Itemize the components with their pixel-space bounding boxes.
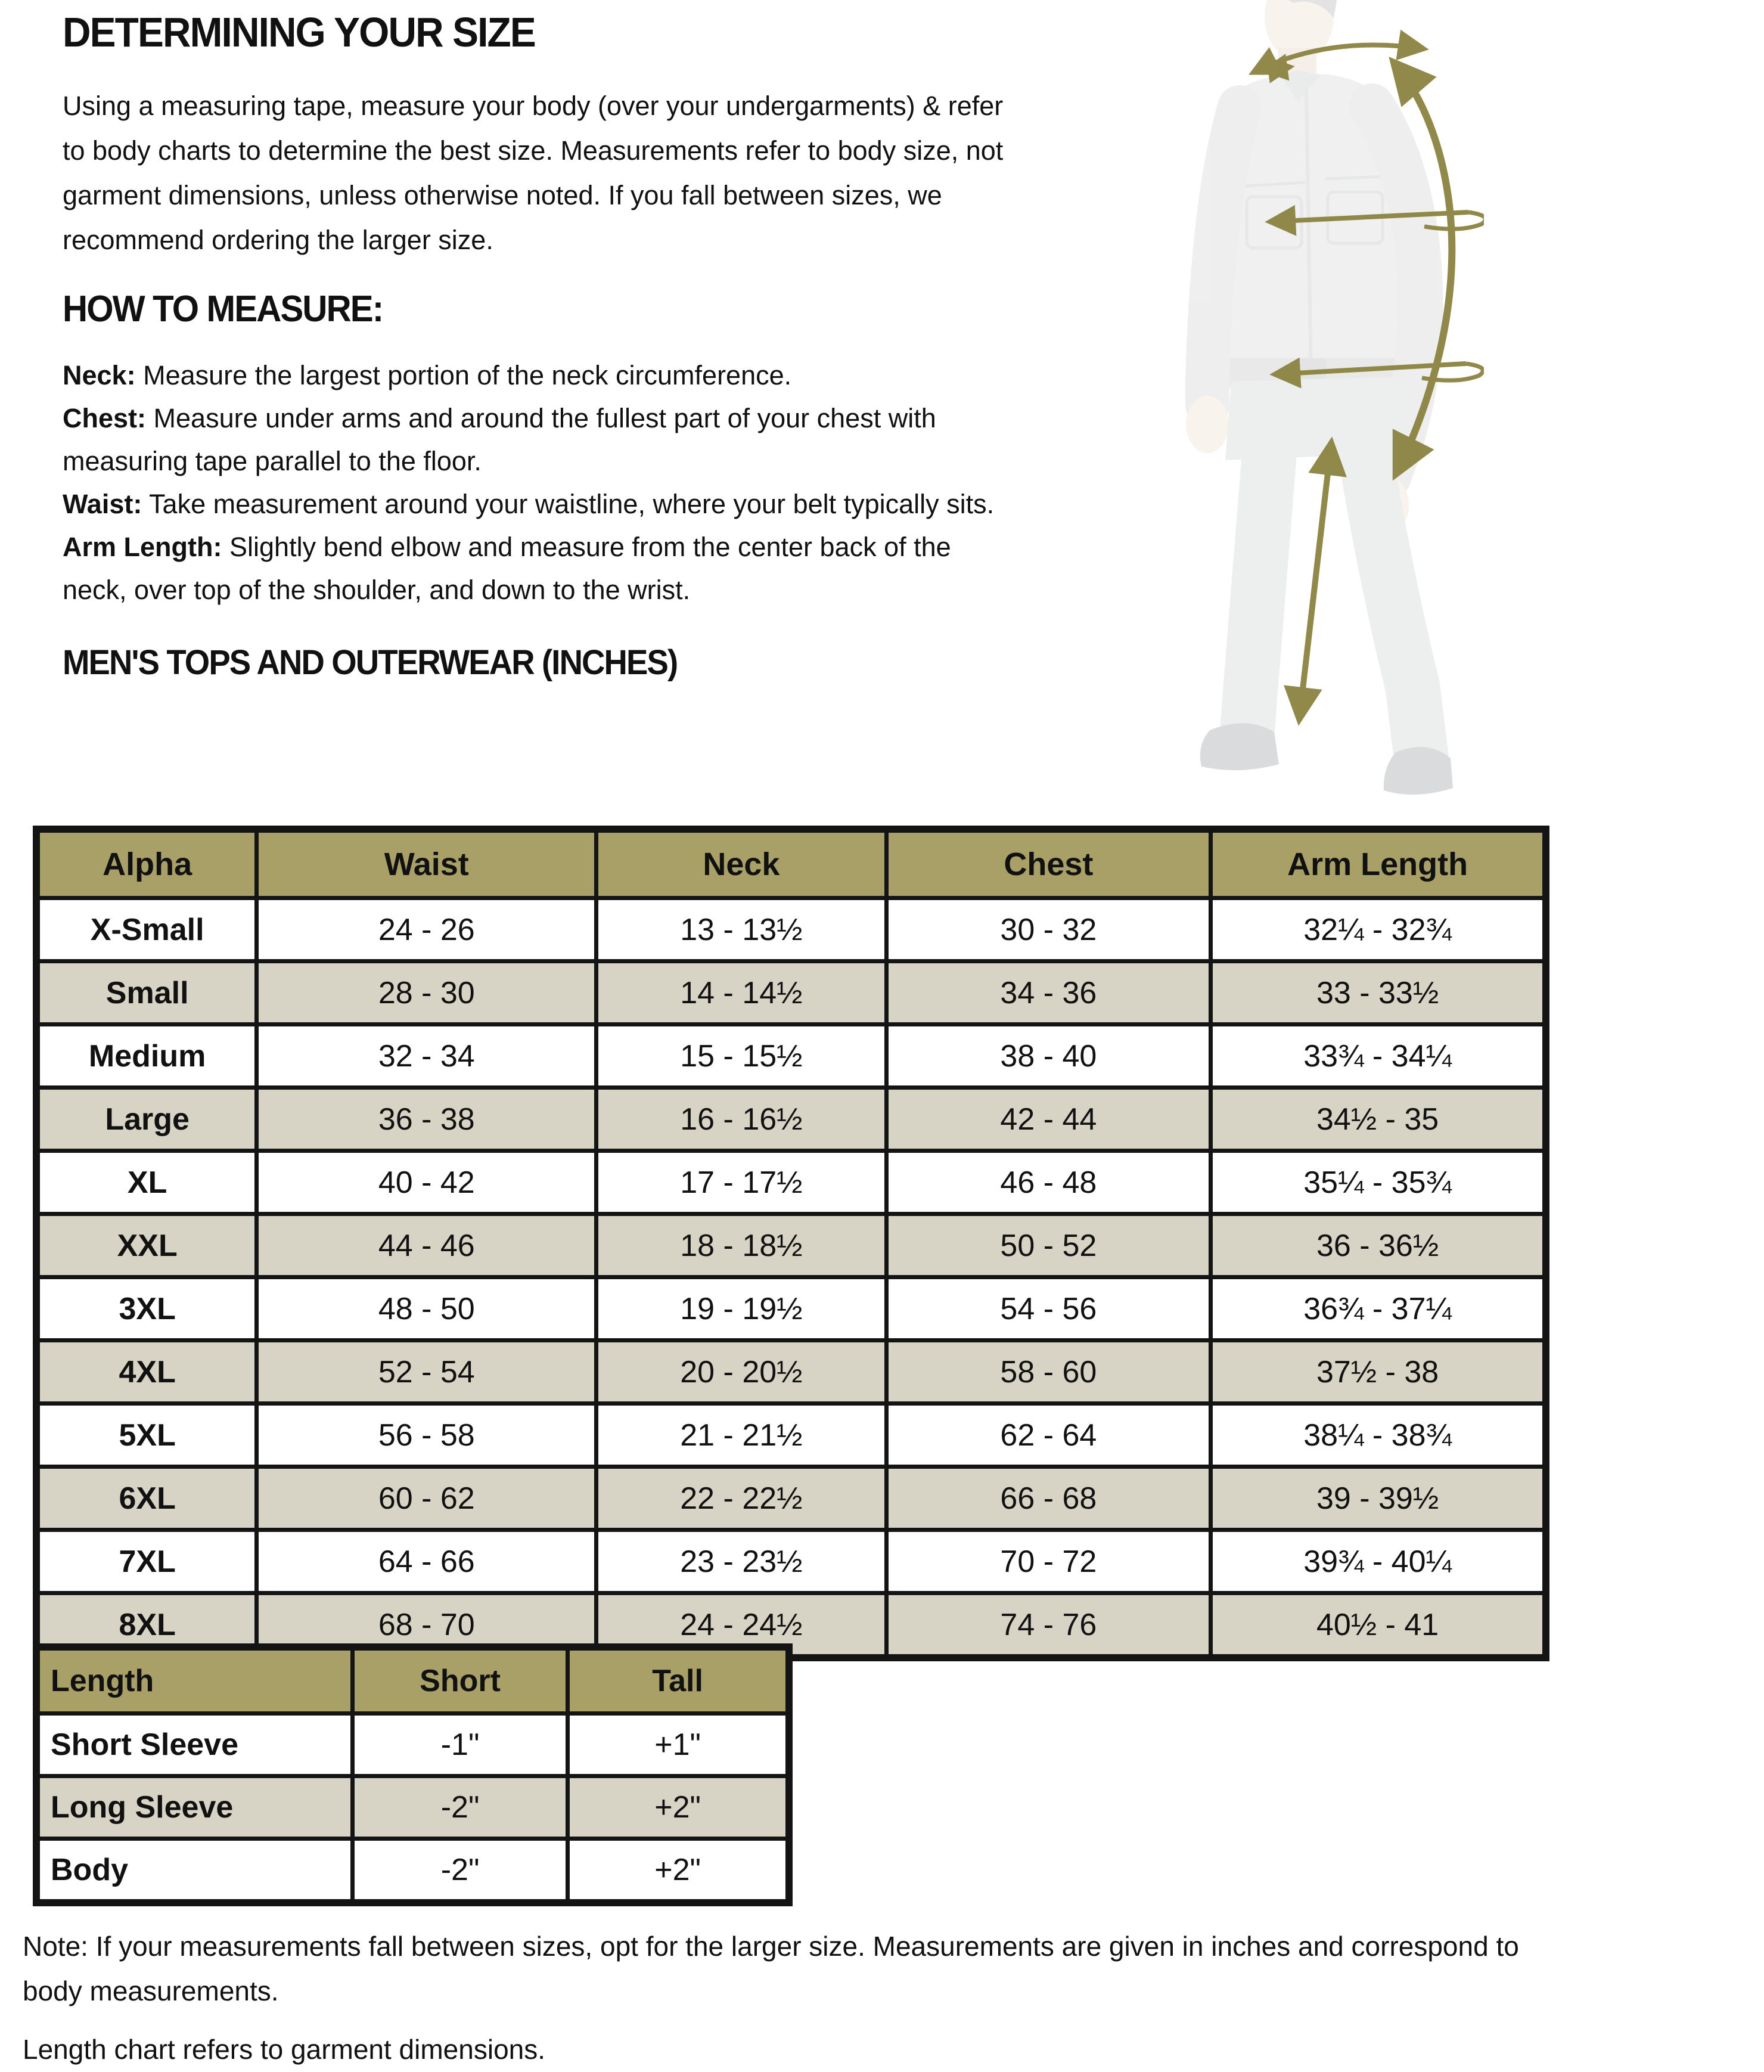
cell-waist: 44 - 46: [257, 1214, 597, 1277]
cell-alpha: Large: [36, 1088, 257, 1151]
cell-waist: 60 - 62: [257, 1467, 597, 1530]
table-row: [36, 898, 1546, 961]
table-row: [36, 1404, 1546, 1467]
mannequin-measurement-figure: [1091, 0, 1484, 805]
table-row: [36, 1151, 1546, 1214]
cell-arm-length: 36¾ - 37¼: [1211, 1277, 1546, 1341]
cell-chest: 70 - 72: [886, 1530, 1211, 1593]
cell-chest: 54 - 56: [886, 1277, 1211, 1341]
table-header-row: [36, 829, 1546, 898]
cell-neck: 22 - 22½: [597, 1467, 886, 1530]
cell-alpha: XL: [36, 1151, 257, 1214]
table-row: [36, 1467, 1546, 1530]
cell-garment: Short Sleeve: [36, 1714, 352, 1776]
cell-arm-length: 35¼ - 35¾: [1211, 1151, 1546, 1214]
footer-notes: [23, 1924, 1578, 2072]
table-row: [36, 1025, 1546, 1088]
measure-item-neck: [63, 354, 1007, 397]
cell-waist: 32 - 34: [257, 1025, 597, 1088]
cell-neck: 19 - 19½: [597, 1277, 886, 1341]
cell-chest: 62 - 64: [886, 1404, 1211, 1467]
cell-alpha: 7XL: [36, 1530, 257, 1593]
intro-paragraph: Using a measuring tape, measure your body (over your undergarments) & refer to body charts to determine the best size. Measurements refer to body size, not garment dimensions, unless otherwise noted. If you fall between sizes, we recommend ordering the larger size.: [63, 91, 1004, 256]
cell-chest: 34 - 36: [886, 961, 1211, 1025]
cell-chest: 46 - 48: [886, 1151, 1211, 1214]
measure-text: Take measurement around your waistline, where your belt typically sits.: [149, 488, 995, 519]
col-header-chest: Chest: [886, 829, 1211, 898]
cell-alpha: Medium: [36, 1025, 257, 1088]
table-row: [36, 1530, 1546, 1593]
col-header-short: Short: [352, 1647, 567, 1714]
cell-waist: 56 - 58: [257, 1404, 597, 1467]
measure-label: Waist:: [63, 488, 142, 519]
table-row: [36, 1277, 1546, 1341]
cell-waist: 36 - 38: [257, 1088, 597, 1151]
measure-item-arm-length: [63, 526, 1007, 612]
cell-alpha: XXL: [36, 1214, 257, 1277]
cell-arm-length: 40½ - 41: [1211, 1593, 1546, 1658]
cell-alpha: 8XL: [36, 1593, 257, 1658]
col-header-alpha: Alpha: [36, 829, 257, 898]
cell-neck: 18 - 18½: [597, 1214, 886, 1277]
cell-tall: +2": [568, 1776, 789, 1839]
cell-alpha: Small: [36, 961, 257, 1025]
cell-chest: 38 - 40: [886, 1025, 1211, 1088]
instructions-column: [63, 8, 1007, 683]
cell-arm-length: 38¼ - 38¾: [1211, 1404, 1546, 1467]
note-between-sizes: Note: If your measurements fall between sizes, opt for the larger size. Measurements are given in inches and correspond to body measurements.: [23, 1931, 1519, 2006]
measure-item-waist: [63, 483, 1007, 526]
inseam-measure-arrow: [1299, 442, 1331, 720]
cell-arm-length: 39¾ - 40¼: [1211, 1530, 1546, 1593]
length-adjustment-table: [33, 1643, 793, 1906]
cell-chest: 42 - 44: [886, 1088, 1211, 1151]
table-row: [36, 1341, 1546, 1404]
cell-chest: 74 - 76: [886, 1593, 1211, 1658]
table-row: [36, 1839, 789, 1903]
cell-arm-length: 34½ - 35: [1211, 1088, 1546, 1151]
cell-tall: +1": [568, 1714, 789, 1776]
size-table-heading: MEN'S TOPS AND OUTERWEAR (INCHES): [63, 643, 678, 682]
cell-arm-length: 33 - 33½: [1211, 961, 1546, 1025]
measure-list: [63, 354, 1007, 612]
table-row: [36, 1714, 789, 1776]
cell-arm-length: 39 - 39½: [1211, 1467, 1546, 1530]
cell-waist: 24 - 26: [257, 898, 597, 961]
cell-garment: Long Sleeve: [36, 1776, 352, 1839]
cell-alpha: 3XL: [36, 1277, 257, 1341]
cell-neck: 24 - 24½: [597, 1593, 886, 1658]
cell-neck: 15 - 15½: [597, 1025, 886, 1088]
cell-alpha: X-Small: [36, 898, 257, 961]
measure-label: Chest:: [63, 402, 147, 433]
table-row: [36, 1776, 789, 1839]
cell-chest: 50 - 52: [886, 1214, 1211, 1277]
cell-tall: +2": [568, 1839, 789, 1903]
cell-alpha: 4XL: [36, 1341, 257, 1404]
cell-chest: 58 - 60: [886, 1341, 1211, 1404]
cell-neck: 13 - 13½: [597, 898, 886, 961]
cell-chest: 66 - 68: [886, 1467, 1211, 1530]
table-row: [36, 961, 1546, 1025]
measure-label: Arm Length:: [63, 531, 222, 562]
cell-waist: 40 - 42: [257, 1151, 597, 1214]
cell-neck: 16 - 16½: [597, 1088, 886, 1151]
cell-neck: 14 - 14½: [597, 961, 886, 1025]
table-row: [36, 1214, 1546, 1277]
cell-chest: 30 - 32: [886, 898, 1211, 961]
measure-item-chest: [63, 397, 1007, 483]
col-header-tall: Tall: [568, 1647, 789, 1714]
cell-waist: 64 - 66: [257, 1530, 597, 1593]
mannequin-body: [1186, 0, 1453, 795]
table-header-row: [36, 1647, 789, 1714]
col-header-neck: Neck: [597, 829, 886, 898]
cell-neck: 23 - 23½: [597, 1530, 886, 1593]
how-to-measure-heading: HOW TO MEASURE:: [63, 288, 383, 330]
table-row: [36, 1088, 1546, 1151]
col-header-length: Length: [36, 1647, 352, 1714]
cell-waist: 68 - 70: [257, 1593, 597, 1658]
note-length-chart: Length chart refers to garment dimensions.: [23, 2034, 546, 2065]
cell-alpha: 6XL: [36, 1467, 257, 1530]
cell-short: -1": [352, 1714, 567, 1776]
cell-garment: Body: [36, 1839, 352, 1903]
col-header-arm-length: Arm Length: [1211, 829, 1546, 898]
cell-waist: 48 - 50: [257, 1277, 597, 1341]
cell-neck: 20 - 20½: [597, 1341, 886, 1404]
cell-neck: 17 - 17½: [597, 1151, 886, 1214]
mens-tops-size-table: [33, 826, 1549, 1661]
cell-short: -2": [352, 1776, 567, 1839]
cell-arm-length: 33¾ - 34¼: [1211, 1025, 1546, 1088]
measure-text: Slightly bend elbow and measure from the center back of the neck, over top of the shoulder, and down to the wrist.: [63, 531, 951, 605]
cell-arm-length: 37½ - 38: [1211, 1341, 1546, 1404]
measure-label: Neck:: [63, 359, 136, 390]
cell-arm-length: 32¼ - 32¾: [1211, 898, 1546, 961]
col-header-waist: Waist: [257, 829, 597, 898]
cell-short: -2": [352, 1839, 567, 1903]
cell-neck: 21 - 21½: [597, 1404, 886, 1467]
cell-waist: 52 - 54: [257, 1341, 597, 1404]
measure-text: Measure the largest portion of the neck circumference.: [143, 359, 792, 390]
cell-waist: 28 - 30: [257, 961, 597, 1025]
page-title: DETERMINING YOUR SIZE: [63, 9, 535, 55]
measure-text: Measure under arms and around the fullest part of your chest with measuring tape parallel to the floor.: [63, 402, 936, 476]
cell-arm-length: 36 - 36½: [1211, 1214, 1546, 1277]
cell-alpha: 5XL: [36, 1404, 257, 1467]
